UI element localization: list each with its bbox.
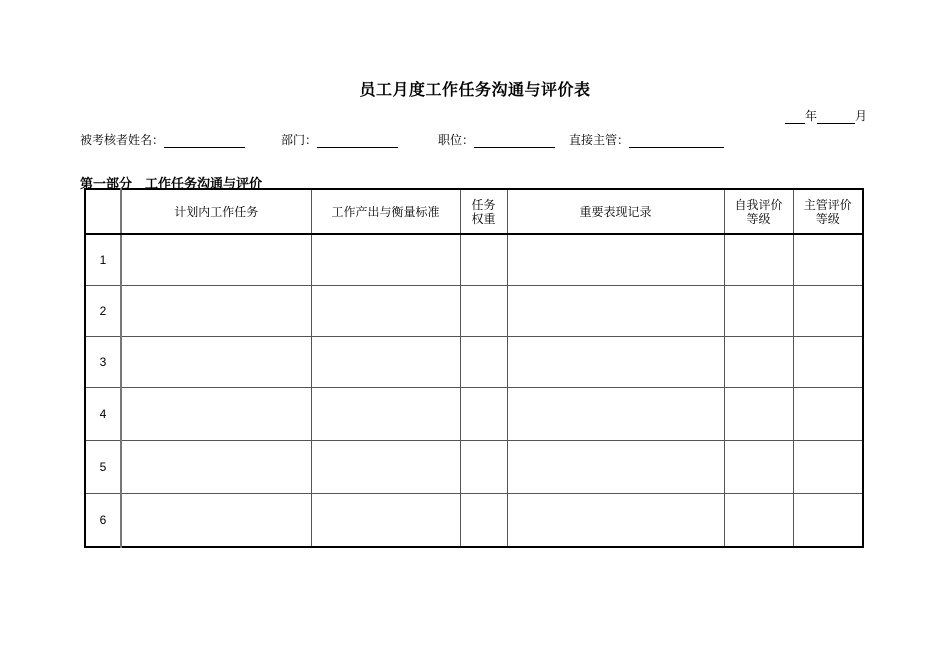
- cell-task-weight[interactable]: [460, 440, 507, 493]
- section-title: 第一部分 工作任务沟通与评价: [80, 177, 263, 192]
- row-index: 1: [85, 234, 121, 285]
- supervisor-label: 直接主管：: [569, 133, 630, 147]
- header-output-standard: 工作产出与衡量标准: [311, 189, 460, 234]
- cell-supervisor-eval[interactable]: [793, 387, 863, 440]
- cell-self-eval[interactable]: [724, 387, 793, 440]
- cell-output-standard[interactable]: [311, 440, 460, 493]
- cell-planned-task[interactable]: [121, 336, 311, 387]
- table-row: [85, 336, 863, 387]
- table-row: [85, 493, 863, 547]
- cell-task-weight[interactable]: [460, 387, 507, 440]
- cell-output-standard[interactable]: [311, 336, 460, 387]
- info-row: [80, 131, 724, 148]
- header-supervisor-eval-line1: 主管评价: [803, 197, 852, 212]
- cell-output-standard[interactable]: [311, 234, 460, 285]
- supervisor-field-group: [569, 131, 724, 148]
- date-line: [785, 107, 867, 124]
- cell-performance-record[interactable]: [507, 440, 724, 493]
- header-supervisor-eval-line2: 等级: [815, 211, 840, 226]
- cell-performance-record[interactable]: [507, 336, 724, 387]
- cell-task-weight[interactable]: [460, 336, 507, 387]
- cell-planned-task[interactable]: [121, 493, 311, 547]
- cell-performance-record[interactable]: [507, 234, 724, 285]
- row-index: 5: [85, 440, 121, 493]
- row-index: 4: [85, 387, 121, 440]
- cell-performance-record[interactable]: [507, 285, 724, 336]
- cell-planned-task[interactable]: [121, 440, 311, 493]
- cell-task-weight[interactable]: [460, 493, 507, 547]
- cell-output-standard[interactable]: [311, 387, 460, 440]
- cell-performance-record[interactable]: [507, 493, 724, 547]
- header-self-eval: [724, 189, 793, 234]
- cell-supervisor-eval[interactable]: [793, 336, 863, 387]
- cell-task-weight[interactable]: [460, 285, 507, 336]
- cell-output-standard[interactable]: [311, 285, 460, 336]
- name-label: 被考核者姓名：: [80, 133, 165, 147]
- form-title: 员工月度工作任务沟通与评价表: [359, 80, 591, 99]
- cell-task-weight[interactable]: [460, 234, 507, 285]
- cell-self-eval[interactable]: [724, 493, 793, 547]
- evaluation-table: [84, 188, 864, 548]
- year-label: 年: [804, 109, 817, 123]
- cell-supervisor-eval[interactable]: [793, 234, 863, 285]
- dept-field-group: [281, 131, 398, 148]
- dept-label: 部门：: [281, 133, 318, 147]
- header-task-weight-line1: 任务: [471, 197, 496, 212]
- year-blank[interactable]: [785, 110, 805, 124]
- table-row: [85, 387, 863, 440]
- cell-performance-record[interactable]: [507, 387, 724, 440]
- header-self-eval-line1: 自我评价: [734, 197, 783, 212]
- header-supervisor-eval: [793, 189, 863, 234]
- table-row: [85, 285, 863, 336]
- header-task-weight: [460, 189, 507, 234]
- row-index: 3: [85, 336, 121, 387]
- header-index: [85, 189, 121, 234]
- cell-supervisor-eval[interactable]: [793, 493, 863, 547]
- header-task-weight-line2: 权重: [471, 211, 496, 226]
- cell-planned-task[interactable]: [121, 387, 311, 440]
- evaluation-table-wrapper: [84, 188, 862, 546]
- table-row: [85, 440, 863, 493]
- cell-self-eval[interactable]: [724, 440, 793, 493]
- header-self-eval-line2: 等级: [746, 211, 771, 226]
- cell-planned-task[interactable]: [121, 234, 311, 285]
- cell-output-standard[interactable]: [311, 493, 460, 547]
- header-performance-record: 重要表现记录: [507, 189, 724, 234]
- cell-supervisor-eval[interactable]: [793, 440, 863, 493]
- dept-blank[interactable]: [317, 134, 398, 148]
- position-label: 职位：: [438, 133, 475, 147]
- cell-planned-task[interactable]: [121, 285, 311, 336]
- table-row: [85, 234, 863, 285]
- header-planned-tasks: 计划内工作任务: [121, 189, 311, 234]
- position-field-group: [438, 131, 555, 148]
- supervisor-blank[interactable]: [629, 134, 724, 148]
- cell-supervisor-eval[interactable]: [793, 285, 863, 336]
- row-index: 6: [85, 493, 121, 547]
- position-blank[interactable]: [474, 134, 555, 148]
- month-label: 月: [854, 109, 867, 123]
- name-blank[interactable]: [164, 134, 245, 148]
- row-index: 2: [85, 285, 121, 336]
- month-blank[interactable]: [817, 110, 855, 124]
- cell-self-eval[interactable]: [724, 234, 793, 285]
- cell-self-eval[interactable]: [724, 285, 793, 336]
- name-field-group: [80, 131, 245, 148]
- cell-self-eval[interactable]: [724, 336, 793, 387]
- table-header-row: [85, 189, 863, 234]
